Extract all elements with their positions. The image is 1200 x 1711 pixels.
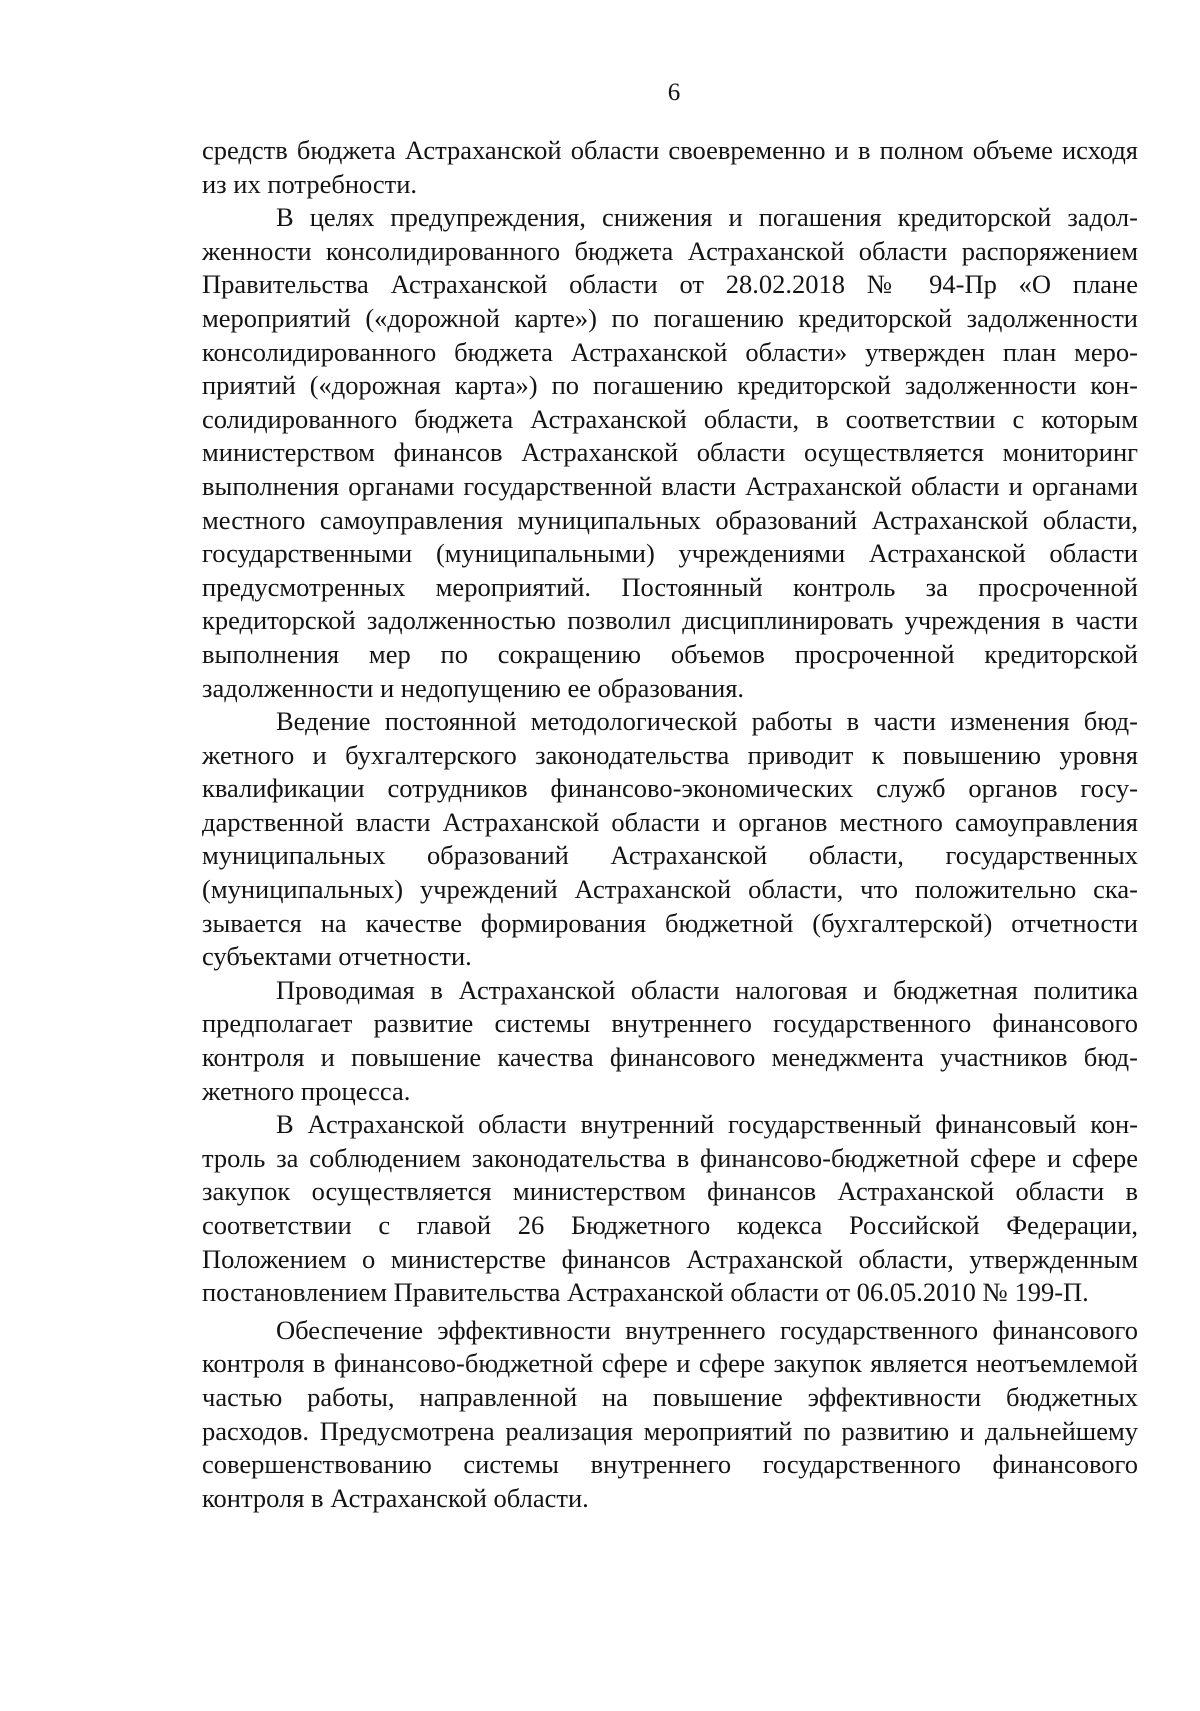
paragraph: В целях предупреждения, снижения и погашения кредиторской задолженности консолидированного бюджета Астраханской области распоряжением Правительства Астраханской области от 28.02.2018 № 94-Пр «О плане мероприятий («дорожной карте») по погашению кредиторской задолженности консолидированного бюджета Астраханской области» утвержден план мероприятий («дорожная карта») по погашению кредиторской задолженности консолидированного бюджета Астраханской области, в соответствии с которым министерством финансов Астраханской области осуществляется мониторинг выполнения органами государственной власти Астраханской области и органами местного самоуправления муниципальных образований Астраханской области, государственными (муниципальными) учреждениями Астраханской области предусмотренных мероприятий. Постоянный контроль за просроченной кредиторской задолженностью позволил дисциплинировать учреждения в части выполнения мер по сокращению объемов просроченной кредиторской задолженности и недопущению ее образования. [202,202,1138,703]
paragraph: Проводимая в Астраханской области налоговая и бюджетная политика предполагает развитие системы внутреннего государственного финансового контроля и повышение качества финансового менеджмента участников бюджетного процесса. [202,974,1138,1106]
document-body [202,134,1138,1515]
paragraph: Обеспечение эффективности внутреннего государственного финансового контроля в финансово-бюджетной сфере и сфере закупок является неотъемлемой частью работы, направленной на повышение эффективности бюджетных расходов. Предусмотрена реализация мероприятий по развитию и дальнейшему совершенствованию системы внутреннего государственного финансового контроля в Астраханской области. [202,1314,1138,1513]
paragraph: Ведение постоянной методологической работы в части изменения бюджетного и бухгалтерского законодательства приводит к повышению уровня квалификации сотрудников финансово-экономических служб органов государственной власти Астраханской области и органов местного самоуправления муниципальных образований Астраханской области, государственных (муниципальных) учреждений Астраханской области, что положительно сказывается на качестве формирования бюджетной (бухгалтерской) отчетности субъектами отчетности. [202,706,1138,972]
page-number: 6 [667,79,681,106]
paragraph: В Астраханской области внутренний государственный финансовый контроль за соблюдением законодательства в финансово-бюджетной сфере и сфере закупок осуществляется министерством финансов Астраханской области в соответствии с главой 26 Бюджетного кодекса Российской Федерации, Положением о министерстве финансов Астраханской области, утвержденным постановлением Правительства Астраханской области от 06.05.2010 № 199-П. [202,1109,1138,1308]
paragraph-continuation: средств бюджета Астраханской области своевременно и в полном объеме исходя из их потребности. [202,135,1138,199]
